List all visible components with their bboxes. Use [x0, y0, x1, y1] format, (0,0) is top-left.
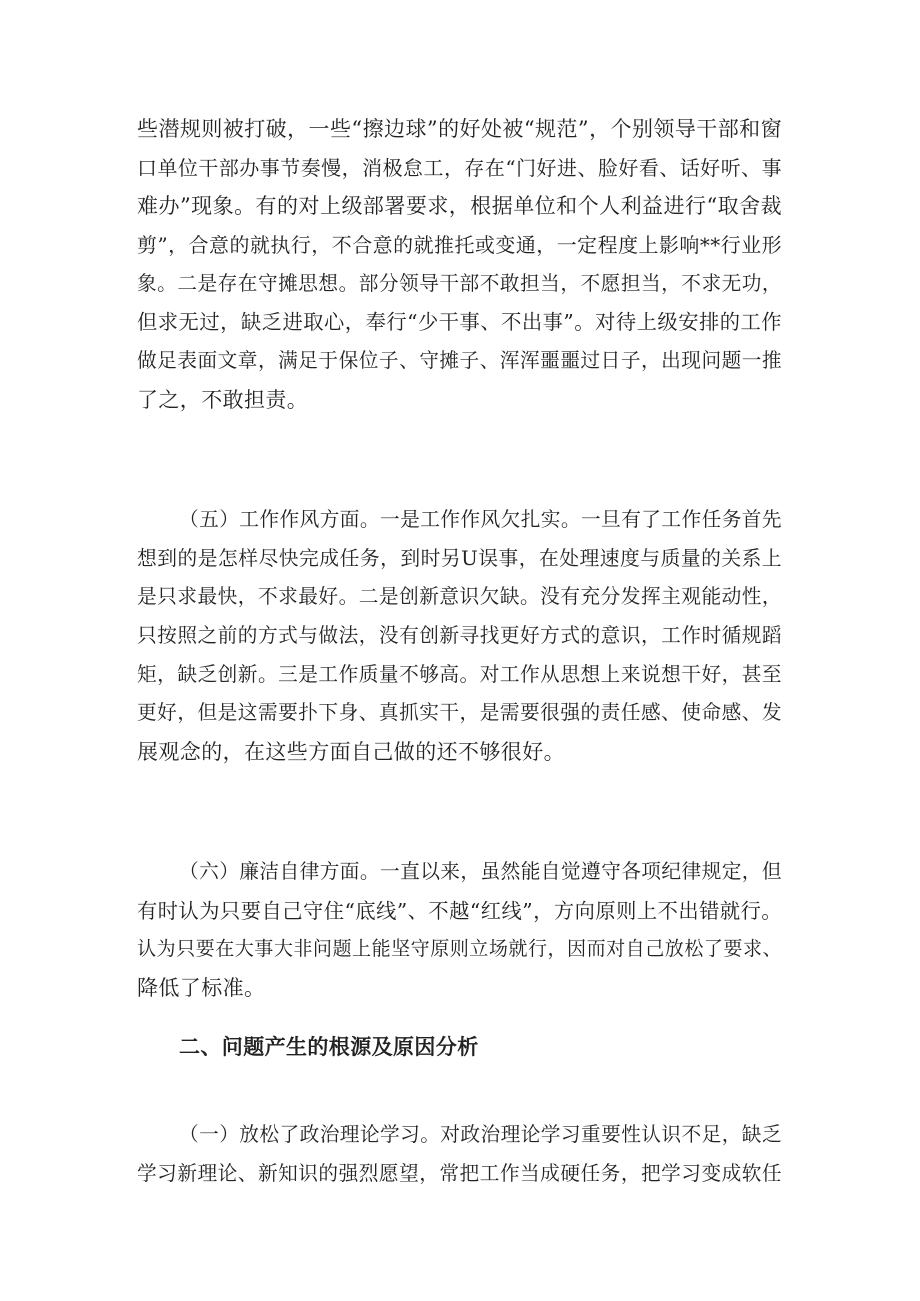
paragraph-line: 了之，不敢担责。	[137, 387, 309, 412]
paragraph-line: 有时认为只要自己守住“底线”、不越“红线”，方向原则上不出错就行。	[137, 898, 782, 923]
paragraph-line: 只按照之前的方式与做法，没有创新寻找更好方式的意识，工作时循规蹈	[137, 624, 782, 648]
paragraph-line: 剪”，合意的就执行，不合意的就推托或变通，一定程度上影响**行业形	[137, 233, 782, 258]
section-six-paragraph	[137, 853, 782, 1008]
paragraph-line: 矩，缺乏创新。三是工作质量不够高。对工作从思想上来说想干好，甚至	[137, 662, 782, 686]
paragraph-line: 想到的是怎样尽快完成任务，到时另U误事，在处理速度与质量的关系上	[137, 546, 782, 570]
section-heading	[137, 1028, 782, 1067]
continuation-paragraph	[137, 110, 782, 420]
paragraph-line: 做足表面文章，满足于保位子、守摊子、浑浑噩噩过日子，出现问题一推	[137, 349, 782, 373]
paragraph-line: 些潜规则被打破，一些“擦边球”的好处被“规范”，个别领导干部和窗	[137, 117, 782, 141]
paragraph-line: 是只求最快，不求最好。二是创新意识欠缺。没有充分发挥主观能动性，	[137, 585, 782, 609]
paragraph-line: 象。二是存在守摊思想。部分领导干部不敢担当，不愿担当，不求无功，	[137, 271, 782, 295]
paragraph-line: 更好，但是这需要扑下身、真抓实干，是需要很强的责任感、使命感、发	[137, 701, 782, 725]
paragraph-line: （一）放松了政治理论学习。对政治理论学习重要性认识不足，缺乏	[179, 1123, 782, 1146]
paragraph-line: （六）廉洁自律方面。一直以来，虽然能自觉遵守各项纪律规定，但	[179, 860, 782, 883]
paragraph-line: 认为只要在大事大非问题上能坚守原则立场就行，因而对自己放松了要求、	[137, 938, 782, 961]
paragraph-line: 学习新理论、新知识的强烈愿望，常把工作当成硬任务，把学习变成软任	[137, 1161, 782, 1185]
paragraph-line: 难办”现象。有的对上级部署要求，根据单位和个人利益进行“取舍裁	[137, 194, 782, 219]
section-two-one-paragraph	[137, 1116, 782, 1193]
paragraph-line: （五）工作作风方面。一是工作作风欠扎实。一旦有了工作任务首先	[179, 508, 782, 531]
paragraph-line: 但求无过，缺乏进取心，奉行“少干事、不出事”。对待上级安排的工作	[137, 310, 782, 335]
section-five-paragraph	[137, 501, 782, 772]
paragraph-line: 降低了标准。	[137, 976, 266, 1001]
paragraph-line: 展观念的，在这些方面自己做的还不够很好。	[137, 740, 565, 765]
heading-text: 二、问题产生的根源及原因分析	[179, 1034, 479, 1059]
paragraph-line: 口单位干部办事节奏慢，消极怠工，存在“门好进、脸好看、话好听、事	[137, 155, 782, 180]
